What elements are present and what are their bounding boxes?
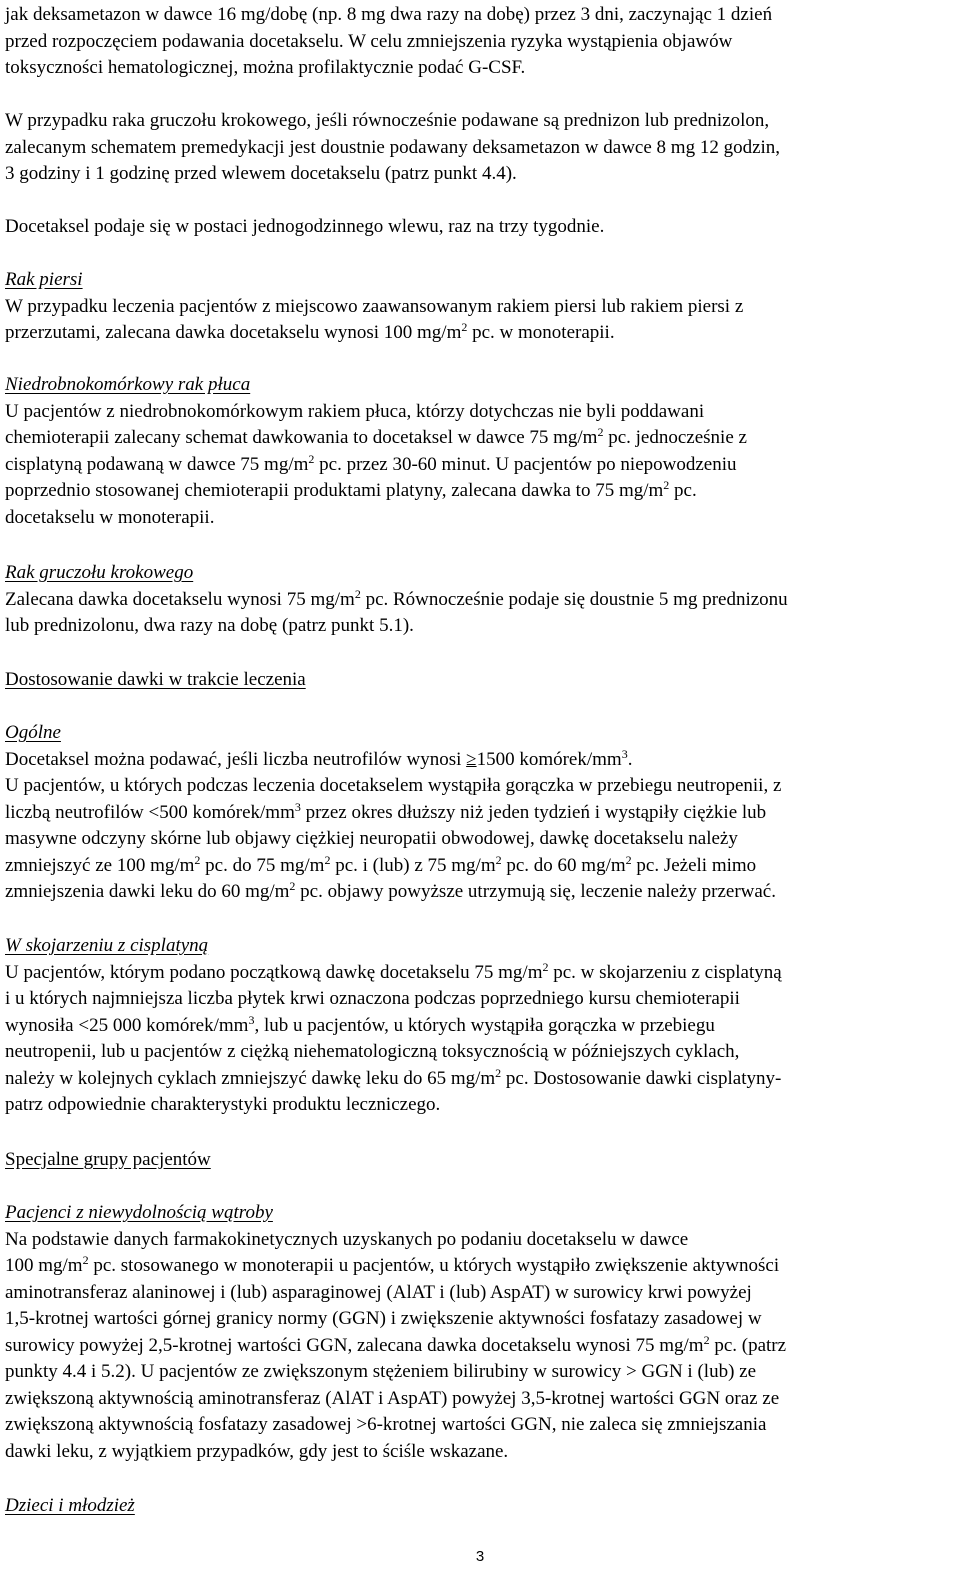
text-line: toksyczności hematologicznej, można profilaktycznie podać G-CSF. [5,57,526,78]
hepatic-impairment-section [5,1200,955,1465]
text-line: wynosiła <25 000 komórek/$mm^3$, lub u pacjentów, u których wystąpiła gorączka w przebiegu [5,1012,715,1036]
text-line: cisplatyną podawaną w dawce 75 $mg/m^2$ pc. przez 30-60 minut. U pacjentów po niepowodzeniu [5,451,737,475]
prostate-cancer-section [5,560,955,640]
text-line: zwiększoną aktywnością fosfatazy zasadowej >6-krotnej wartości GGN, nie zaleca się zmniejszania [5,1414,767,1435]
text-line: 3 godziny i 1 godzinę przed wlewem docetakselu (patrz punkt 4.4). [5,163,517,184]
text-line: surowicy powyżej 2,5-krotnej wartości GGN, zalecana dawka docetakselu wynosi 75 $mg/m^2$ pc. (patrz [5,1332,787,1356]
text-line: patrz odpowiednie charakterystyki produktu leczniczego. [5,1094,441,1115]
intro-paragraph [5,2,955,82]
text-line: poprzednio stosowanej chemioterapii produktami platyny, zalecana dawka to 75 $mg/m^2$ pc. [5,478,697,501]
text-line: U pacjentów, u których podczas leczenia docetakselem wystąpiła gorączka w przebiegu neutropenii, z [5,775,782,796]
text-line: Docetaksel podaje się w postaci jednogodzinnego wlewu, raz na trzy tygodnie. [5,216,605,237]
prostate-premedication-paragraph [5,108,955,188]
text-line: masywne odczyny skórne lub objawy ciężkiej neuropatii obwodowej, dawkę docetakselu należy [5,828,738,849]
text-line: docetakselu w monoterapii. [5,506,215,528]
text-line: zmniejszenia dawki leku do 60 $mg/m^2$ pc. objawy powyższe utrzymują się, leczenie należy przerwać. [5,879,776,902]
general-section [5,720,955,906]
text-line: zalecanym schematem premedykacji jest doustnie podawany deksametazon w dawce 8 mg 12 godzin, [5,136,781,158]
text-line: Zalecana dawka docetakselu wynosi 75 $mg/m^2$ pc. Równocześnie podaje się doustnie 5 mg prednizonu [5,586,788,610]
nsclc-section [5,372,955,531]
dose-adjustment-section [5,667,955,694]
special-populations-section [5,1147,955,1174]
text-line: liczbą neutrofilów <500 komórek/$mm^3$ przez okres dłuższy niż jeden tydzień i wystąpiły ciężkie lub [5,799,767,823]
page-number: 3 [475,1548,485,1565]
text-line: W przypadku raka gruczołu krokowego, jeśli równocześnie podawane są prednizon lub prednizolon, [5,110,770,131]
text-line: dawki leku, z wyjątkiem przypadków, gdy jest to ściśle wskazane. [5,1440,509,1462]
section-heading: Rak piersi [5,269,83,290]
section-heading: Niedrobnokomórkowy rak płuca [5,374,251,395]
breast-cancer-section [5,267,955,347]
text-line: chemioterapii zalecany schemat dawkowania to docetaksel w dawce 75 $mg/m^2$ pc. jednocześnie z [5,425,747,448]
text-line: zwiększoną aktywnością aminotransferaz (AlAT i AspAT) powyżej 3,5-krotnej wartości GGN oraz ze [5,1387,780,1409]
pediatric-section [5,1493,955,1520]
section-heading: W skojarzeniu z cisplatyną [5,935,209,956]
section-heading: Ogólne [5,722,61,743]
text-line: 1,5-krotnej wartości górnej granicy normy (GGN) i zwiększenie aktywności fosfatazy zasadowej w [5,1308,762,1329]
text-line: i u których najmniejsza liczba płytek krwi oznaczona podczas poprzedniego kursu chemioterapii [5,988,740,1009]
text-line: należy w kolejnych cyklach zmniejszyć dawkę leku do 65 $mg/m^2$ pc. Dostosowanie dawki cisplatyny- [5,1065,782,1089]
section-heading: Specjalne grupy pacjentów [5,1149,211,1170]
text-line: neutropenii, lub u pacjentów z ciężką niehematologiczną toksycznością w późniejszych cyklach, [5,1041,740,1062]
text-line: aminotransferaz alaninowej i (lub) asparaginowej (AlAT i (lub) AspAT) w surowicy krwi powyżej [5,1281,752,1303]
section-heading: Rak gruczołu krokowego [5,562,194,583]
text-line: przerzutami, zalecana dawka docetakselu wynosi 100 $mg/m^2$ pc. w monoterapii. [5,320,615,343]
text-line: przed rozpoczęciem podawania docetakselu. W celu zmniejszenia ryzyka wystąpienia objawów [5,30,733,52]
text-line: zmniejszyć ze 100 $mg/m^2$ pc. do 75 $mg/m^2$ pc. i (lub) z 75 $mg/m^2$ pc. do 60 $mg/m^2$ pc. Jeżeli mimo [5,852,757,876]
cisplatin-section [5,933,955,1119]
section-heading: Dzieci i młodzież [5,1495,135,1516]
section-heading: Dostosowanie dawki w trakcie leczenia [5,669,306,690]
text-line: punkty 4.4 i 5.2). U pacjentów ze zwiększonym stężeniem bilirubiny w surowicy > GGN i (lub) ze [5,1361,757,1382]
text-line: jak deksametazon w dawce 16 mg/dobę (np. 8 mg dwa razy na dobę) przez 3 dni, zaczynając 1 dzień [5,4,773,25]
text-line: 100 $mg/m^2$ pc. stosowanego w monoterapii u pacjentów, u których wystąpiło zwiększenie aktywności [5,1253,780,1276]
text-line: Docetaksel można podawać, jeśli liczba neutrofilów wynosi ≥1500 komórek/$mm^3$. [5,746,633,770]
text-line: U pacjentów, którym podano początkową dawkę docetakselu 75 $mg/m^2$ pc. w skojarzeniu z cisplatyną [5,959,782,983]
text-line: U pacjentów z niedrobnokomórkowym rakiem płuca, którzy dotychczas nie byli poddawani [5,400,705,422]
text-line: lub prednizolonu, dwa razy na dobę (patrz punkt 5.1). [5,615,414,636]
text-line: Na podstawie danych farmakokinetycznych uzyskanych po podaniu docetakselu w dawce [5,1228,689,1250]
text-line: W przypadku leczenia pacjentów z miejscowo zaawansowanym rakiem piersi lub rakiem piersi z [5,295,744,317]
section-heading: Pacjenci z niewydolnością wątroby [5,1202,273,1223]
infusion-paragraph [5,214,955,241]
